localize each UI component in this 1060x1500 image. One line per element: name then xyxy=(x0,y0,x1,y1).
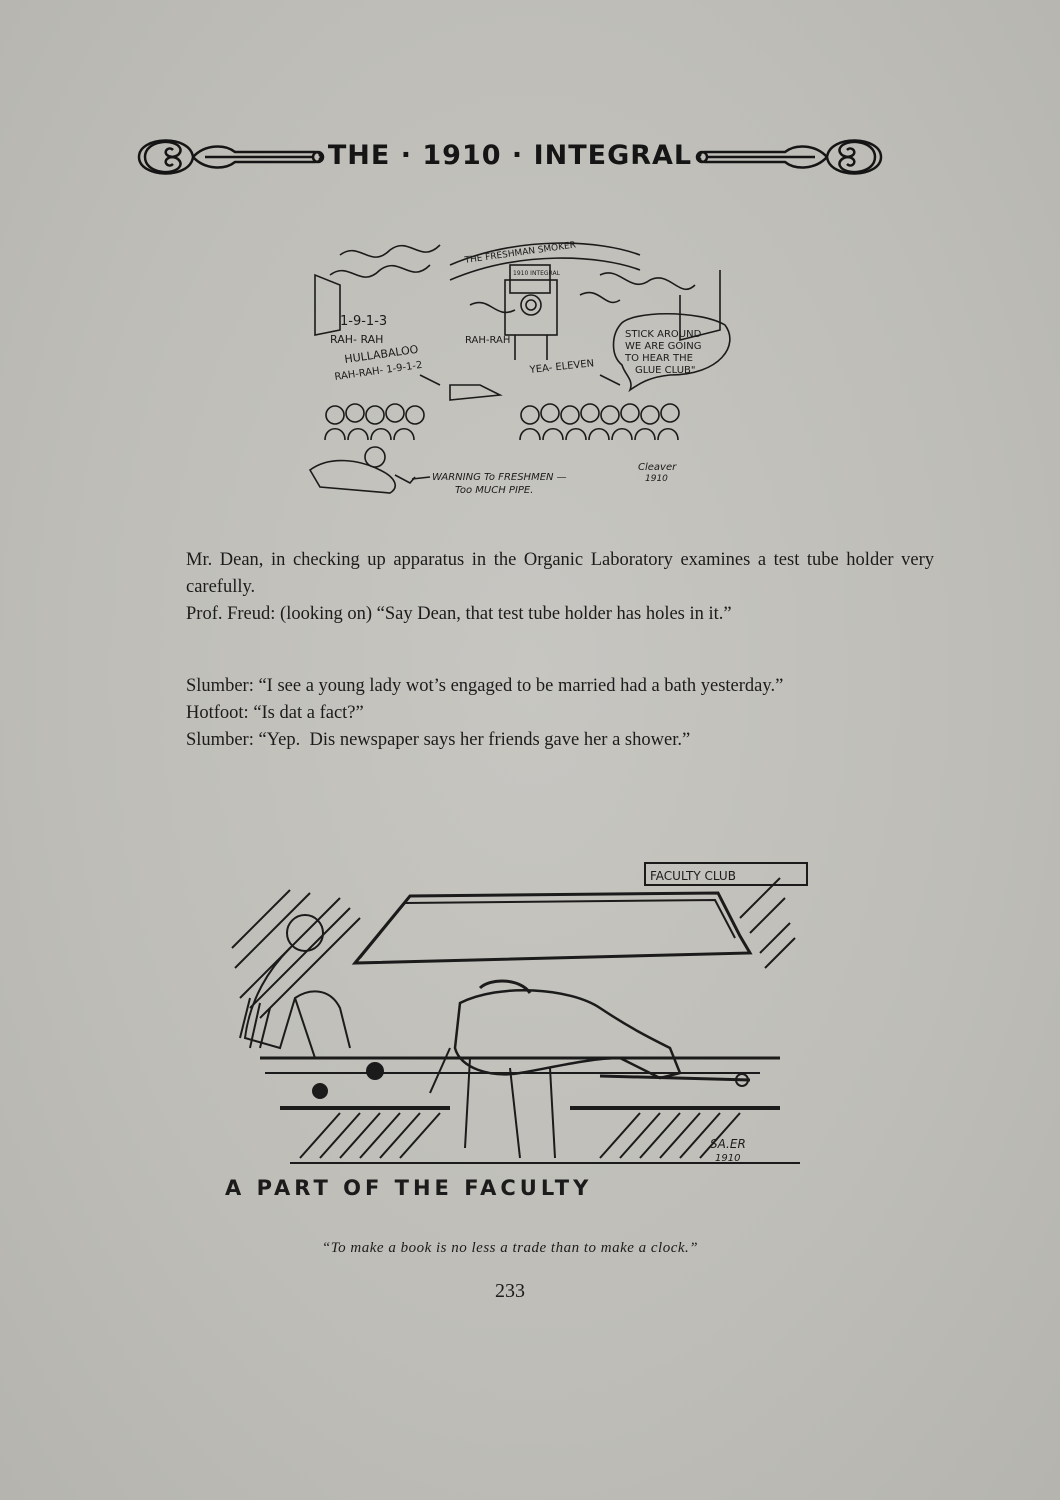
cartoon-bottom-signature-1: SA.ER xyxy=(710,1137,746,1151)
cheer-text-6: YEA- ELEVEN xyxy=(529,358,595,376)
bubble-text-2: WE ARE GOING xyxy=(625,341,702,352)
cheer-text-3: RAH-RAH xyxy=(465,335,511,346)
cartoon-signature-2: 1910 xyxy=(645,474,668,484)
cartoon-bottom-caption: A PART OF THE FACULTY xyxy=(225,1176,593,1200)
ornament-right-icon xyxy=(695,130,885,184)
bubble-text-3: TO HEAR THE xyxy=(625,353,693,364)
bubble-text-4: GLUE CLUB" xyxy=(635,365,696,376)
cheer-text-5: RAH-RAH- 1-9-1-2 xyxy=(333,359,424,383)
bubble-text-1: STICK AROUND xyxy=(625,329,702,340)
joke-2-line-3: Slumber: “Yep. Dis newspaper says her friends gave her a shower.” xyxy=(186,730,691,750)
joke-1-paragraph-2: Prof. Freud: (looking on) “Say Dean, that test tube holder has holes in it.” xyxy=(186,604,732,624)
joke-2-line-2: Hotfoot: “Is dat a fact?” xyxy=(186,703,364,723)
cartoon-caption-2: Too MUCH PIPE. xyxy=(455,485,534,496)
cartoon-banner-text: THE FRESHMAN SMOKER xyxy=(464,240,577,266)
joke-2-line-1: Slumber: “I see a young lady wot’s engaged to be married had a bath yesterday.” xyxy=(186,676,784,696)
joke-1-paragraph-1: Mr. Dean, in checking up apparatus in the Organic Laboratory examines a test tube holder very carefully. xyxy=(186,550,934,597)
cheer-text-2: RAH- RAH xyxy=(330,333,384,346)
freshman-smoker-cartoon xyxy=(300,225,740,515)
faculty-club-sign-text: FACULTY CLUB xyxy=(650,869,736,883)
page-header-title: THE · 1910 · INTEGRAL xyxy=(327,140,693,171)
cheer-text-1: 1-9-1-3 xyxy=(340,314,388,329)
footer-quote: “To make a book is no less a trade than to make a clock.” xyxy=(321,1240,699,1256)
running-header xyxy=(135,130,885,184)
cartoon-caption-1: WARNING To FRESHMEN — xyxy=(432,472,567,483)
cartoon-bottom-signature-2: 1910 xyxy=(715,1153,741,1164)
cartoon-signature-1: Cleaver xyxy=(638,462,677,473)
faculty-club-cartoon xyxy=(220,858,820,1208)
cartoon-sign-text: 1910 INTEGRAL xyxy=(513,270,560,277)
cheer-text-4: HULLABALOO xyxy=(343,342,420,366)
page-number: 233 xyxy=(495,1280,525,1302)
